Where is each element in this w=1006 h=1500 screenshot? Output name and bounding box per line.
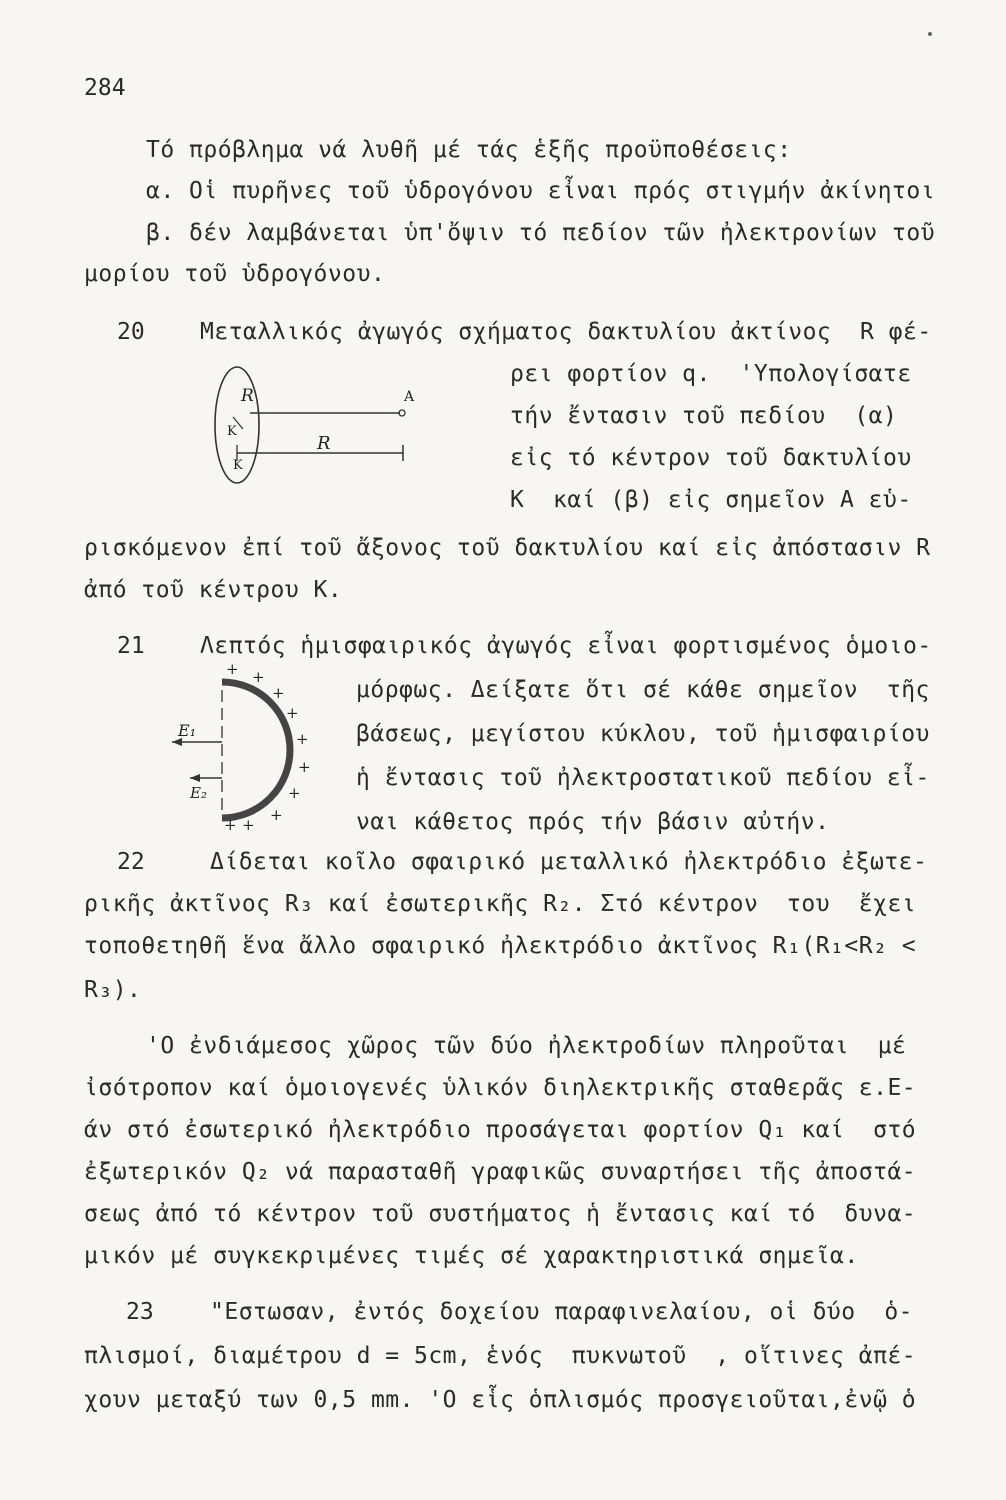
intro-line-4: μορίου τοῦ ὑδρογόνου.	[84, 261, 386, 287]
plus-8: +	[270, 806, 283, 824]
hemisphere-figure	[160, 660, 340, 840]
problem-20-line-4: εἰς τό κέντρον τοῦ δακτυλίου	[510, 445, 912, 471]
problem-20-line-6: ρισκόμενον ἐπί τοῦ ἄξονος τοῦ δακτυλίου καί εἰς ἀπόστασιν R	[84, 535, 931, 561]
problem-21-line-1: Λεπτός ἡμισφαιρικός ἀγωγός εἶναι φορτισμένος ὁμοιο-	[200, 633, 932, 659]
label-r: R	[317, 433, 331, 454]
intro-line-3: β. δέν λαμβάνεται ὑπ'ὄψιν τό πεδίον τῶν ἠλεκτρονίων τοῦ	[146, 220, 936, 246]
plus-4: +	[286, 704, 299, 722]
problem-20-line-2: ρει φορτίον q. 'Υπολογίσατε	[510, 361, 912, 387]
ring-figure	[205, 355, 425, 495]
problem-22-para2-line-4: ἐξωτερικόν Q₂ νά παρασταθῆ γραφικῶς συναρτήσει τῆς ἀποστά-	[84, 1159, 917, 1185]
plus-9: +	[242, 816, 255, 834]
problem-22-para2-line-1: 'Ο ἐνδιάμεσος χῶρος τῶν δύο ἠλεκτροδίων πληροῦται μέ	[146, 1033, 907, 1059]
problem-22-para2-line-5: σεως ἀπό τό κέντρον τοῦ συστήματος ἡ ἔντασις καί τό δυνα-	[84, 1201, 917, 1227]
problem-21-line-4: ἡ ἔντασις τοῦ ἠλεκτροστατικοῦ πεδίου εἶ-	[356, 765, 930, 791]
problem-20-line-5: Κ καί (β) εἰς σημεῖον Α εὑ-	[510, 487, 912, 513]
problem-20-line-1: Μεταλλικός ἀγωγός σχήματος δακτυλίου ἀκτίνος R φέ-	[200, 319, 932, 345]
problem-22-line-3: τοποθετηθῆ ἕνα ἄλλο σφαιρικό ἠλεκτρόδιο ἀκτῖνος R₁(R₁<R₂ <	[84, 933, 917, 959]
problem-20-line-7: ἀπό τοῦ κέντρου Κ.	[84, 577, 343, 603]
page-number: 284	[84, 75, 126, 101]
problem-22-para2-line-2: ἰσότροπον καί ὁμοιογενές ὑλικόν διηλεκτρικῆς σταθερᾶς ε.Ε-	[84, 1075, 917, 1101]
intro-line-1: Τό πρόβλημα νά λυθῆ μέ τάς ἑξῆς προϋποθέσεις:	[146, 137, 792, 163]
scan-speck	[928, 32, 932, 36]
label-a: A	[404, 389, 415, 405]
problem-23-line-3: χουν μεταξύ των 0,5 mm. 'Ο εἷς ὁπλισμός προσγειοῦται,ἐνῷ ὁ	[84, 1387, 917, 1413]
problem-23-line-1: "Εστωσαν, ἐντός δοχείου παραφινελαίου, οἱ δύο ὁ-	[210, 1299, 914, 1325]
problem-21-number: 21	[117, 633, 145, 659]
plus-6: +	[298, 758, 311, 776]
e2-arrowhead	[190, 774, 200, 782]
label-k: K	[233, 458, 243, 473]
label-e1: E₁	[178, 721, 197, 740]
problem-21-line-3: βάσεως, μεγίστου κύκλου, τοῦ ἡμισφαιρίου	[356, 721, 930, 747]
problem-21-line-2: μόρφως. Δείξατε ὅτι σέ κάθε σημεῖον τῆς	[356, 677, 930, 703]
problem-20-line-3: τήν ἔντασιν τοῦ πεδίου (α)	[510, 403, 898, 429]
plus-3: +	[272, 684, 285, 702]
plus-10: +	[224, 816, 237, 834]
problem-22-number: 22	[117, 849, 145, 875]
plus-5: +	[296, 730, 309, 748]
label-r-top: R	[241, 386, 254, 406]
problem-22-para2-line-3: άν στό ἐσωτερικό ἠλεκτρόδιο προσάγεται φορτίον Q₁ καί στό	[84, 1117, 917, 1143]
plus-2: +	[252, 668, 265, 686]
plus-7: +	[288, 784, 301, 802]
problem-22-line-2: ρικῆς ἀκτῖνος R₃ καί ἐσωτερικῆς R₂. Στό κέντρον του ἔχει	[84, 891, 917, 917]
label-e2: E₂	[190, 784, 207, 802]
label-k-top: K	[227, 424, 237, 439]
problem-21-line-5: ναι κάθετος πρός τήν βάσιν αὐτήν.	[356, 809, 830, 835]
problem-20-number: 20	[117, 319, 145, 345]
problem-22-line-4: R₃).	[84, 977, 142, 1003]
problem-22-para2-line-6: μικόν μέ συγκεκριμένες τιμές σέ χαρακτηριστικά σημεῖα.	[84, 1243, 859, 1269]
intro-line-2: α. Οἱ πυρῆνες τοῦ ὑδρογόνου εἶναι πρός στιγμήν ἀκίνητοι	[146, 178, 936, 204]
problem-22-line-1: Δίδεται κοῖλο σφαιρικό μεταλλικό ἠλεκτρόδιο ἐξωτε-	[210, 849, 928, 875]
problem-23-line-2: πλισμοί, διαμέτρου d = 5cm, ἑνός πυκνωτοῦ , οἵτινες ἀπέ-	[84, 1343, 917, 1369]
hemisphere-shell	[222, 682, 290, 818]
plus-1: +	[226, 660, 239, 678]
problem-23-number: 23	[126, 1299, 154, 1325]
